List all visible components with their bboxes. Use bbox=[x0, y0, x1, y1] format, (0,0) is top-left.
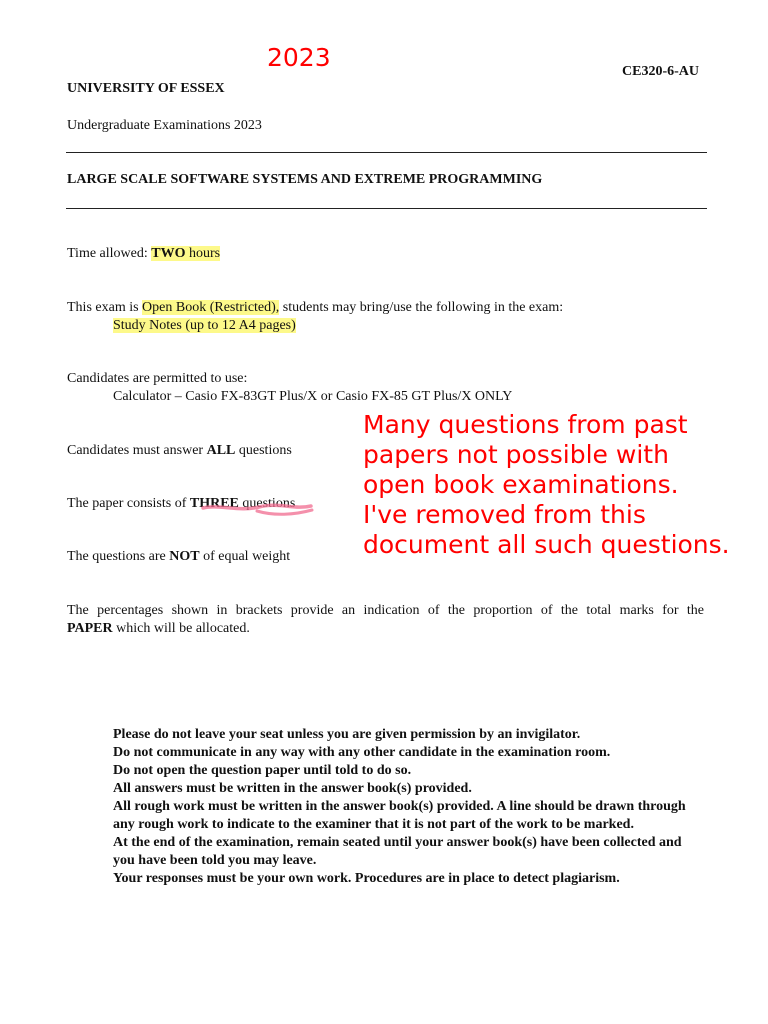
annotation-note-line: papers not possible with bbox=[363, 440, 669, 469]
weight-prefix: The questions are bbox=[67, 549, 170, 564]
annotation-note-line: I've removed from this bbox=[363, 500, 646, 529]
annotation-note bbox=[363, 410, 730, 560]
percentages-rest: which will be allocated. bbox=[112, 621, 250, 636]
instruction-line: All rough work must be written in the answer book(s) provided. A line should be drawn through bbox=[113, 799, 686, 814]
answer-rule-prefix: Candidates must answer bbox=[67, 443, 207, 458]
time-allowed-value: TWO bbox=[151, 246, 186, 261]
instruction-line: Your responses must be your own work. Procedures are in place to detect plagiarism. bbox=[113, 871, 620, 886]
paper-consists-bold: THREE bbox=[189, 496, 239, 511]
divider-top bbox=[66, 152, 707, 153]
annotation-note-line: open book examinations. bbox=[363, 470, 679, 499]
instruction-line: Do not communicate in any way with any other candidate in the examination room. bbox=[113, 745, 611, 760]
instruction-line: At the end of the examination, remain seated until your answer book(s) have been collected and bbox=[113, 835, 682, 850]
answer-rule bbox=[67, 443, 292, 459]
time-allowed-label: Time allowed: bbox=[67, 246, 152, 261]
answer-rule-bold: ALL bbox=[206, 443, 236, 458]
percentages-line-1: The percentages shown in brackets provide an indication of the proportion of the total marks for the bbox=[67, 603, 704, 618]
allowed-materials bbox=[113, 318, 296, 334]
answer-rule-suffix: questions bbox=[235, 443, 292, 458]
calculator-models: Calculator – Casio FX-83GT Plus/X or Casio FX-85 GT Plus/X ONLY bbox=[113, 389, 513, 404]
open-book-suffix: students may bring/use the following in the exam: bbox=[279, 300, 564, 315]
exam-session: Undergraduate Examinations 2023 bbox=[67, 118, 262, 133]
instruction-line: All answers must be written in the answer book(s) provided. bbox=[113, 781, 472, 796]
percentages-line-2 bbox=[67, 621, 250, 637]
allowed-materials-text: Study Notes (up to 12 A4 pages) bbox=[113, 318, 296, 333]
instruction-line: Do not open the question paper until told to do so. bbox=[113, 763, 412, 778]
open-book-statement bbox=[67, 300, 563, 316]
time-allowed bbox=[67, 246, 220, 262]
weight-statement bbox=[67, 549, 290, 565]
university-name: UNIVERSITY OF ESSEX bbox=[67, 81, 225, 96]
course-code: CE320-6-AU bbox=[622, 64, 699, 79]
annotation-year: 2023 bbox=[267, 43, 331, 72]
annotation-note-line: Many questions from past bbox=[363, 410, 688, 439]
instruction-line: any rough work to indicate to the examiner that it is not part of the work to be marked. bbox=[113, 817, 634, 832]
instruction-line: you have been told you may leave. bbox=[113, 853, 317, 868]
instruction-line: Please do not leave your seat unless you are given permission by an invigilator. bbox=[113, 727, 581, 742]
weight-suffix: of equal weight bbox=[199, 549, 291, 564]
open-book-highlight: Open Book (Restricted), bbox=[142, 300, 280, 315]
percentages-bold: PAPER bbox=[67, 621, 113, 636]
weight-bold: NOT bbox=[169, 549, 200, 564]
time-allowed-highlight bbox=[151, 246, 220, 261]
open-book-prefix: This exam is bbox=[67, 300, 143, 315]
exam-instructions bbox=[113, 726, 728, 888]
annotation-note-line: document all such questions. bbox=[363, 530, 730, 559]
course-title: LARGE SCALE SOFTWARE SYSTEMS AND EXTREME PROGRAMMING bbox=[67, 172, 543, 187]
calculator-intro: Candidates are permitted to use: bbox=[67, 371, 248, 386]
pink-scribble-mark bbox=[199, 498, 315, 518]
paper-consists-prefix: The paper consists of bbox=[67, 496, 190, 511]
divider-bottom bbox=[66, 208, 707, 209]
paper-consists-suffix: questions bbox=[238, 496, 296, 511]
time-allowed-unit: hours bbox=[185, 246, 221, 261]
